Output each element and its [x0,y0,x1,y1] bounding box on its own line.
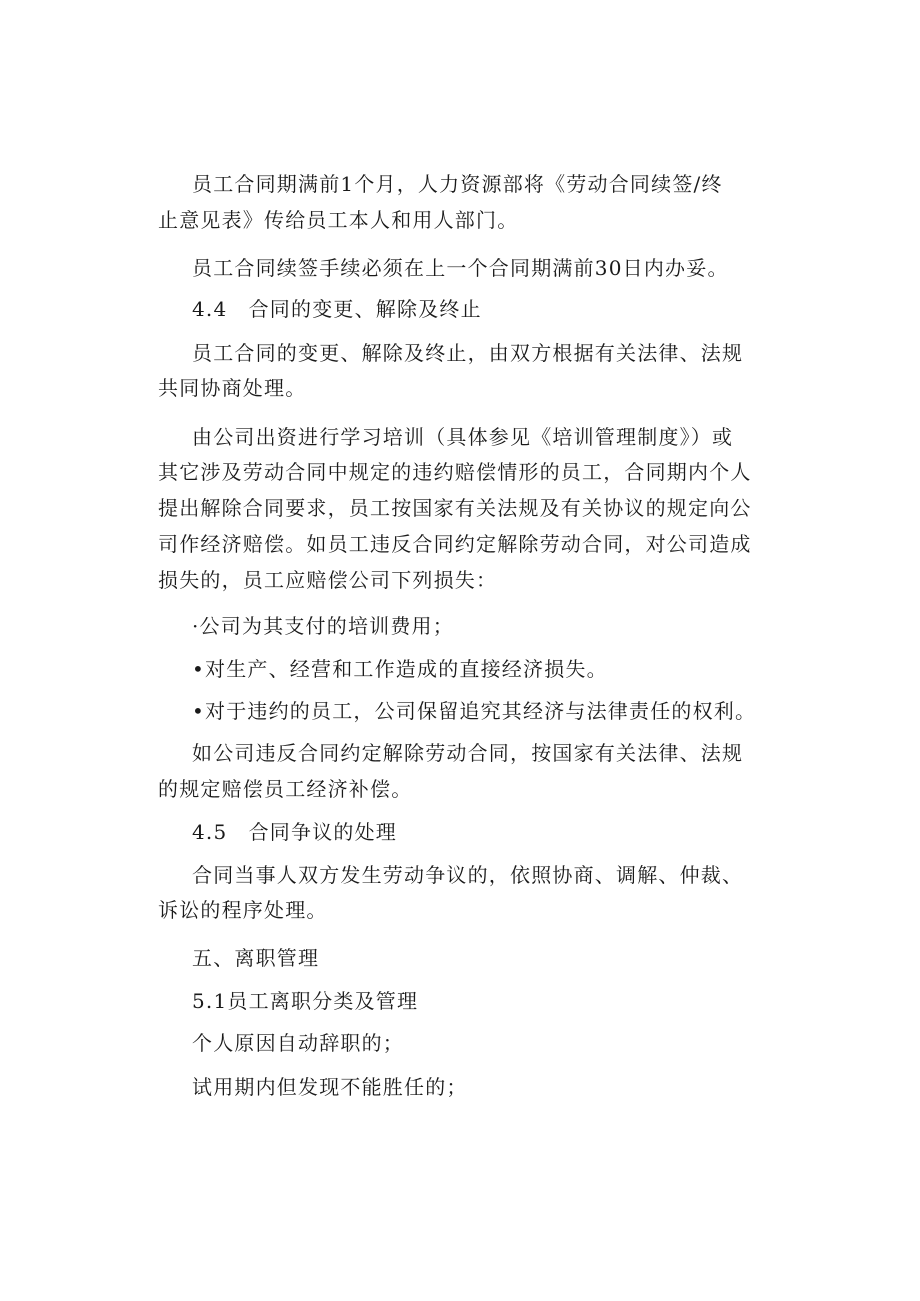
section-heading-4-4: 4.4 合同的变更、解除及终止 [192,297,482,321]
chapter-heading-resignation: 五、离职管理 [192,946,320,970]
list-item-direct-loss: •对生产、经营和工作造成的直接经济损失。 [192,657,608,681]
paragraph-training-compensation-line-2: 其它涉及劳动合同中规定的违约赔偿情形的员工，合同期内个人 [158,460,752,484]
list-item-training-cost: ·公司为其支付的培训费用； [192,614,454,638]
paragraph-training-compensation-line-4: 司作经济赔偿。如员工违反合同约定解除劳动合同，对公司造成 [158,532,752,556]
paragraph-change-termination-line-2: 共同协商处理。 [158,376,307,400]
paragraph-training-compensation-line-5: 损失的，员工应赔偿公司下列损失： [158,568,498,592]
section-heading-5-1: 5.1员工离职分类及管理 [192,989,419,1013]
paragraph-renewal-notice-line-1: 员工合同期满前1个月，人力资源部将《劳动合同续签/终 [192,172,723,196]
paragraph-training-compensation-line-3: 提出解除合同要求，员工按国家有关法规及有关协议的规定向公 [158,496,752,520]
paragraph-renewal-notice-line-2: 止意见表》传给员工本人和用人部门。 [158,208,519,232]
list-item-probation-incompetent: 试用期内但发现不能胜任的； [192,1075,468,1099]
section-heading-4-5: 4.5 合同争议的处理 [192,820,398,844]
paragraph-company-breach-line-2: 的规定赔偿员工经济补偿。 [158,777,413,801]
paragraph-dispute-line-2: 诉讼的程序处理。 [158,898,328,922]
list-item-voluntary-resignation: 个人原因自动辞职的； [192,1031,404,1055]
paragraph-renewal-deadline: 员工合同续签手续必须在上一个合同期满前30日内办妥。 [192,256,729,280]
paragraph-change-termination-line-1: 员工合同的变更、解除及终止，由双方根据有关法律、法规 [192,341,744,365]
list-item-legal-rights: •对于违约的员工，公司保留追究其经济与法律责任的权利。 [192,699,757,723]
paragraph-company-breach-line-1: 如公司违反合同约定解除劳动合同，按国家有关法律、法规 [192,741,744,765]
paragraph-training-compensation-line-1: 由公司出资进行学习培训（具体参见《培训管理制度》）或 [192,425,734,449]
paragraph-dispute-line-1: 合同当事人双方发生劳动争议的，依照协商、调解、仲裁、 [192,863,744,887]
